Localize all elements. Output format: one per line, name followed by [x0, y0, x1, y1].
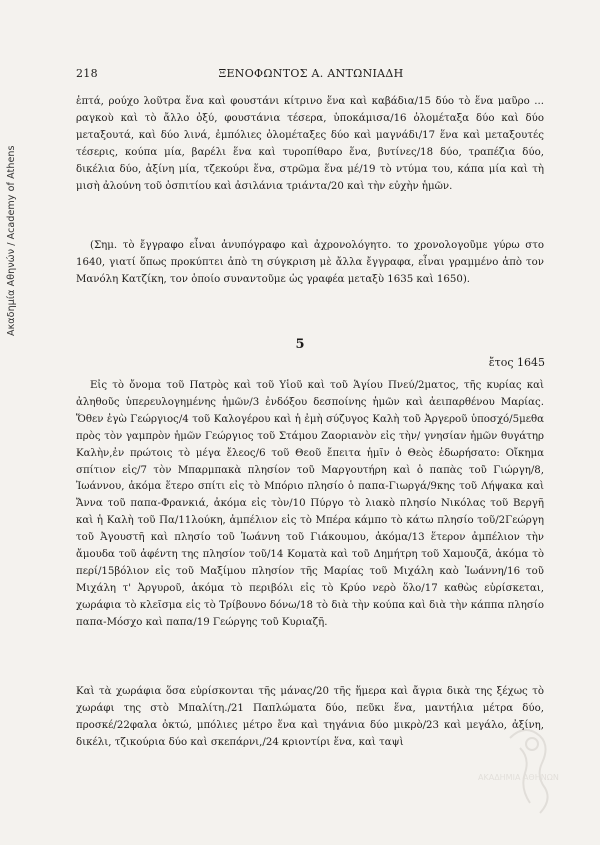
seal-text: ΑΚΑΔΗΜΙΑ ΑΘΗΝΩΝ — [478, 773, 559, 782]
paragraph-editor-note: (Σημ. τὸ ἔγγραφο εἶναι ἀνυπόγραφο καὶ ἀχρονολόγητο. το χρονολογοῦμε γύρω στο 1640, γιατί ὅπως προκύπτει ἀπὸ τη σύγκριση μὲ ἄλλα ἔγγραφα, εἶναι γραμμένο ἀπὸ τον Μανόλη Κατζίκη, τον ὁποίο συναντοῦμε ὡς γραφέα μεταξὺ 1635 καὶ 1650). — [76, 240, 544, 285]
paragraph-document-list: Καὶ τὰ χωράφια ὅσα εὑρίσκονται τῆς μάνας/20 τῆς ἥμερα καὶ ἄγρια δικὰ της ξέχως τὸ χωράφι της στὸ Μπαλίτη./21 Παπλώματα δύο, πεῦκι ἕνα, μαντήλια μέτρα δύο, προσκέ/22φαλα ὀκτώ, μπόλιες μέτρο ἕνα καὶ τηγάνια δύο μικρὸ/23 καὶ μεγάλο, ἀξίνη, δικέλι, τζικούρια δύο καὶ σκεπάρνι,/24 κριοντίρι ἕνα, καὶ ταψὶ — [76, 686, 544, 748]
page-number: 218 — [76, 67, 98, 80]
document-number: 5 — [295, 337, 305, 352]
paragraph-continuation: ἑπτά, ρούχο λοῦτρα ἕνα καὶ φουστάνι κίτρινο ἕνα καὶ καβάδια/15 δύο τὸ ἕνα μαῦρο ... ραγκοὺ καὶ τὸ ἄλλο ὀξύ, φουστάνια τέσερα, ὑποκάμισα/16 ὁλομέταξα δύο καὶ δύο μεταξουτά, καὶ δύο λινά, ἐμπόλιες ὁλομέταξες δύο καὶ μαγνάδι/17 ἕνα καὶ μεταξουτές τέσερις, κούπα μία, βαρέλι ἕνα καὶ τυροπίθαρο ἕνα, βυτίνες/18 δύο, τραπέζια δύο, δικέλια δύο, ἀξίνη μία, τζεκούρι ἕνα, στρῶμα ἕνα μέ/19 τὸ ντύμα του, κάπα μία καὶ τὴ μισὴ ἀλούνη τοῦ ὀσπιτίου καὶ ἀσιλάνια τριάντα/20 καὶ τὴν εὐχὴν ἡμῶν. — [76, 96, 544, 192]
document-date: ἔτος 1645 — [488, 356, 545, 369]
side-watermark-text: Ακαδημία Αθηνών / Academy of Athens — [6, 145, 17, 336]
side-watermark — [6, 36, 20, 336]
running-head-title: ΞΕΝΟΦΩΝΤΟΣ Α. ΑΝΤΩΝΙΑΔΗ — [218, 67, 404, 80]
academy-seal-watermark — [470, 718, 600, 828]
paragraph-document-body: Εἰς τὸ ὄνομα τοῦ Πατρὸς καὶ τοῦ Υἱοῦ καὶ τοῦ Ἁγίου Πνεύ/2ματος, τῆς κυρίας καὶ ἀληθοῦς ὑπερευλογημένης ἡμῶν/3 ἐνδόξου δεσποίνης ἡμῶν καὶ ἀειπαρθένου Μαρίας. Ὅθεν ἐγὼ Γεώργιος/4 τοῦ Καλογέρου καὶ ἡ ἐμὴ σύζυγος Καλὴ τοῦ Ἀργεροῦ ὑποσχό/5μεθα πρὸς τὸν γαμπρὸν ἡμῶν Γεώργιος τοῦ Στάμου Ζαοριανὸν εἰς τὴν/ γνησίαν ἡμῶν θυγάτηρ Καλὴν,ἐν πρώτοις τὸ μέγα ἔλεος/6 τοῦ Θεοῦ ἔπειτα ἡμῖν ὁ Θεὸς ἐδωρήσατο: Οἴκημα σπίτιον εἰς/7 τὸν Μπαρμπακὰ πλησίον τοῦ Μαργουτήρη καὶ ὁ παπὰς τοῦ Γιώργη/8, Ἰωάννου, ἀκόμα ἕτερο σπίτι εἰς τὸ Μπόριο πλησίο ὁ παπα-Γιωργά/9κης τοῦ Λήψακα καὶ Ἄννα τοῦ παπα-Φρανκιά, ἀκόμα εἰς τὸν/10 Πύργο τὸ λιακὸ πλησίο Νικόλας τοῦ Βεργῆ καὶ ἡ Καλὴ τοῦ Πα/11λούκη, ἀμπέλιον εἰς τὸ Μπέρα κάμπο τὸ κάτω πλησίο τοῦ/2Γεώργη τοῦ Ἀγουστῆ καὶ πλησίο τοῦ Ἰωάννη τοῦ Γιάκουμου, ἀκόμα/13 ἕτερον ἀμπέλιον τὴν ἄμουδα τοῦ ἀφέντη της πλησίον τοῦ/14 Κοματὰ καὶ τοῦ Δημήτρη τοῦ Χαμουζᾶ, ἀκόμα τὸ περί/15βόλιον εἰς τοῦ Μαξίμου πλησίον τῆς Μαρίας τοῦ Μιχάλη καὸ Ἰωάννη/16 τοῦ Μιχάλη τ' Ἀργυροῦ, ἀκόμα τὸ περιβόλι εἰς τὸ Κρύο νερὸ ὅλο/17 καθὼς εὑρίσκεται, χωράφια τὸ κλεῖσμα εἰς τὸ Τρίβουνο δόνω/18 τὸ διὰ τὴν κούπα καὶ διὰ τὴν κάππα πλησίο παπα-Μόσχο καὶ παπα/19 Γεώργης τοῦ Κυριαζῆ. — [76, 380, 544, 628]
